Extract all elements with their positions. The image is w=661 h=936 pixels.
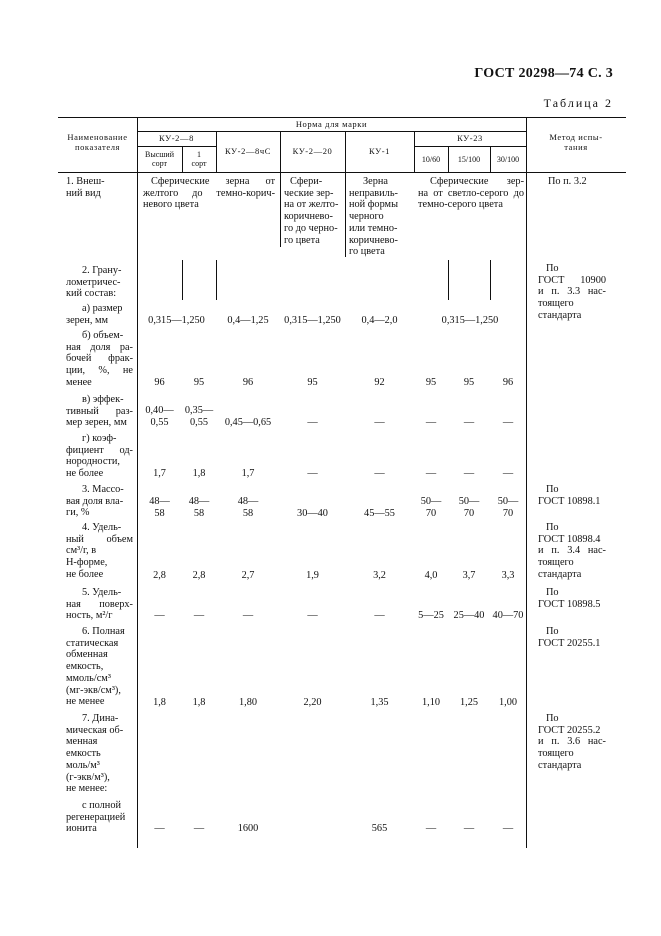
row7-sub-value: — bbox=[502, 823, 514, 834]
row3-high: 58 bbox=[154, 507, 165, 519]
body-divider bbox=[280, 172, 281, 247]
row7-sub-name: ионита bbox=[66, 823, 97, 835]
row3-name: ги, % bbox=[66, 507, 90, 519]
row1-ku28-text: желтого до темно-корич- bbox=[143, 187, 275, 199]
header-name-column: показателя bbox=[74, 141, 121, 152]
row2v-name: в) эффек- bbox=[82, 394, 124, 405]
row2v-value: — bbox=[307, 417, 318, 428]
row1-ku220-text: Сфери- bbox=[290, 176, 323, 187]
row6-name: (мг-экв/см³), bbox=[66, 684, 121, 696]
row2g-name: не более bbox=[66, 468, 104, 480]
row5-value: — bbox=[307, 610, 318, 621]
row2b-name: менее bbox=[66, 376, 92, 388]
header-name-column: Наименование bbox=[67, 132, 128, 142]
row2a-ku220: 0,315—1,250 bbox=[284, 315, 341, 326]
row4-method: По bbox=[546, 522, 559, 533]
row1-ku1-text: черного bbox=[349, 211, 384, 223]
row7-name: емкость bbox=[66, 748, 101, 760]
row4-value: 2,8 bbox=[192, 570, 206, 581]
header-ku23-10-60: 10/60 bbox=[421, 155, 441, 164]
row4-name: см³/г, в bbox=[66, 545, 97, 557]
row5-value: 25—40 bbox=[453, 610, 485, 621]
row4-value: 1,9 bbox=[306, 570, 319, 581]
row6-name: 6. Полная bbox=[82, 626, 125, 637]
row6-value: 2,20 bbox=[303, 697, 322, 708]
row2a-name: зерен, мм bbox=[66, 314, 109, 326]
row2v-high: 0,55 bbox=[150, 416, 169, 428]
page-header: ГОСТ 20298—74 С. 3 bbox=[474, 66, 613, 81]
row5-value: — bbox=[242, 610, 254, 621]
row2v-first: 0,35— bbox=[184, 405, 214, 416]
row4-name: не более bbox=[66, 568, 104, 580]
header-norm: Норма для марки bbox=[295, 119, 368, 129]
row7-name: не менее: bbox=[66, 783, 108, 795]
row2b-value: 95 bbox=[425, 377, 437, 388]
row2v-high: 0,40— bbox=[145, 405, 174, 416]
row2g-value: — bbox=[374, 468, 385, 479]
row2g-value: — bbox=[425, 468, 437, 479]
row2b-value: 96 bbox=[242, 377, 254, 388]
row2b-name: ная доля ра- bbox=[66, 341, 133, 353]
row6-name: обменная bbox=[66, 649, 108, 661]
row2g-value: 1,8 bbox=[192, 468, 206, 479]
row2a-name: а) размер bbox=[82, 303, 123, 314]
header-ku28-first: 1 bbox=[197, 150, 201, 159]
body-divider bbox=[182, 260, 183, 300]
row3-10-60: 50— bbox=[420, 496, 442, 507]
row7-method: По bbox=[546, 713, 559, 724]
row7-method: стандарта bbox=[538, 759, 582, 771]
row2g-name: фициент од- bbox=[66, 444, 133, 456]
row4-name: ный объем bbox=[66, 533, 133, 545]
row2a-ku28: 0,315—1,250 bbox=[148, 315, 205, 326]
header-ku28-first: сорт bbox=[191, 159, 207, 168]
row3-method: ГОСТ 10898.1 bbox=[538, 495, 601, 507]
row2b-value: 96 bbox=[502, 377, 514, 388]
row3-30-100: 50— bbox=[497, 496, 519, 507]
body-divider bbox=[448, 260, 449, 300]
row2v-value: — bbox=[425, 417, 437, 428]
row1-ku28-text: невого цвета bbox=[143, 199, 199, 211]
row7-sub-value: — bbox=[154, 823, 165, 834]
row1-ku1-text: го цвета bbox=[349, 246, 385, 258]
row1-ku220-text: ческие зер- bbox=[284, 187, 334, 199]
row7-sub-value: 1600 bbox=[237, 823, 259, 834]
header-ku28chs: КУ-2—8чС bbox=[224, 146, 272, 156]
row7-name: менная bbox=[66, 736, 98, 748]
header-ku23-30-100: 30/100 bbox=[496, 155, 520, 164]
header-ku220: КУ-2—20 bbox=[292, 146, 333, 156]
header-ku28: КУ-2—8 bbox=[159, 133, 194, 143]
row4-method: стандарта bbox=[538, 568, 582, 580]
row4-method: ГОСТ 10898.4 bbox=[538, 533, 601, 545]
row6-value: 1,35 bbox=[370, 697, 389, 708]
row2b-value: 95 bbox=[463, 377, 475, 388]
row2g-value: — bbox=[463, 468, 475, 479]
row1-ku1-text: неправиль- bbox=[349, 187, 398, 199]
row2g-name: нородности, bbox=[66, 456, 120, 468]
row6-method: ГОСТ 20255.1 bbox=[538, 637, 601, 649]
row2b-name: б) объем- bbox=[82, 330, 124, 341]
row1-ku23-text: Сферические зер- bbox=[430, 176, 524, 187]
row1-ku220-text: го до черно- bbox=[284, 222, 338, 234]
row7-sub-name: регенерацией bbox=[66, 811, 126, 823]
row2v-value: — bbox=[463, 417, 475, 428]
row2a-ku1: 0,4—2,0 bbox=[361, 315, 398, 326]
header-method-column: Метод испы- bbox=[549, 132, 603, 142]
row6-value: 1,00 bbox=[498, 697, 518, 708]
row4-method: и п. 3.4 нас- bbox=[538, 545, 606, 557]
row6-value: 1,8 bbox=[192, 697, 206, 708]
row5-name: 5. Удель- bbox=[82, 587, 122, 598]
header-rule-norm bbox=[137, 131, 526, 132]
row2-method: ГОСТ 10900 bbox=[538, 274, 606, 286]
table-caption: Таблица 2 bbox=[543, 96, 613, 110]
row3-name: вая доля вла- bbox=[66, 495, 124, 507]
row6-method: По bbox=[546, 626, 559, 637]
body-divider bbox=[526, 172, 527, 848]
row1-ku1-text: ной формы bbox=[349, 199, 398, 211]
header-method-column: тания bbox=[564, 141, 588, 152]
row6-value: 1,10 bbox=[421, 697, 441, 708]
row5-method: ГОСТ 10898.5 bbox=[538, 598, 601, 610]
row2-method: и п. 3.3 нас- bbox=[538, 286, 606, 298]
row7-name: (г-экв/м³), bbox=[66, 771, 110, 783]
header-ku23-15-100: 15/100 bbox=[457, 155, 481, 164]
row2b-value: 96 bbox=[154, 377, 165, 388]
table-top-rule bbox=[58, 117, 626, 118]
row6-value: 1,80 bbox=[238, 697, 258, 708]
row2b-name: бочей фрак- bbox=[66, 353, 133, 365]
header-ku23: КУ-23 bbox=[457, 133, 483, 143]
body-divider bbox=[345, 172, 346, 257]
row2v-name: тивный раз- bbox=[66, 405, 133, 417]
header-rule-groups bbox=[137, 146, 216, 147]
row1-ku220-text: го цвета bbox=[284, 234, 320, 246]
row5-value: 5—25 bbox=[418, 610, 444, 621]
row2-name: лометричес- bbox=[66, 276, 121, 288]
row7-sub-value: — bbox=[463, 823, 475, 834]
row3-15-100: 70 bbox=[463, 507, 475, 519]
row7-sub-value: — bbox=[193, 823, 205, 834]
row3-chs: 48— bbox=[237, 496, 259, 507]
row2v-value: — bbox=[502, 417, 514, 428]
row1-ku1-text: коричнево- bbox=[349, 234, 398, 246]
row2g-value: 1,7 bbox=[241, 468, 255, 479]
row5-method: По bbox=[546, 587, 559, 598]
row7-name: мическая об- bbox=[66, 724, 124, 736]
row2b-value: 92 bbox=[374, 377, 385, 388]
row3-15-100: 50— bbox=[458, 496, 480, 507]
row7-name: моль/м³ bbox=[66, 759, 100, 771]
row3-first: 48— bbox=[188, 496, 210, 507]
row2-method: По bbox=[546, 263, 559, 274]
row4-value: 3,3 bbox=[501, 570, 515, 581]
row5-value: — bbox=[154, 610, 165, 621]
row2g-value: — bbox=[502, 468, 514, 479]
row1-method: По п. 3.2 bbox=[548, 176, 587, 187]
row2v-value: 0,45—0,65 bbox=[224, 417, 272, 428]
row2b-value: 95 bbox=[193, 377, 205, 388]
row1-ku1-text: Зерна bbox=[363, 176, 388, 187]
row4-value: 2,7 bbox=[241, 570, 255, 581]
header-ku1: КУ-1 bbox=[369, 146, 390, 156]
row2a-ku28chs: 0,4—1,25 bbox=[227, 315, 269, 326]
row2g-name: г) коэф- bbox=[82, 433, 117, 444]
row4-value: 3,7 bbox=[462, 570, 476, 581]
row2v-value: — bbox=[374, 417, 385, 428]
row2a-ku23: 0,315—1,250 bbox=[441, 315, 499, 326]
row3-ku220: 30—40 bbox=[297, 508, 328, 519]
row2g-value: 1,7 bbox=[153, 468, 166, 479]
row3-30-100: 70 bbox=[502, 507, 514, 519]
row1-ku23-text: темно-серого цвета bbox=[418, 199, 504, 211]
row2-name: 2. Грану- bbox=[82, 265, 122, 276]
row3-ku1: 45—55 bbox=[364, 508, 395, 519]
body-divider bbox=[216, 260, 217, 300]
row3-first: 58 bbox=[193, 507, 205, 519]
header-bottom-rule bbox=[58, 172, 626, 173]
row5-value: 40—70 bbox=[492, 610, 524, 621]
row7-name: 7. Дина- bbox=[82, 713, 119, 724]
row3-method: По bbox=[546, 484, 559, 495]
row4-value: 3,2 bbox=[373, 570, 386, 581]
row1-ku28-text: Сферические зерна от bbox=[151, 176, 275, 187]
row2b-value: 95 bbox=[307, 377, 318, 388]
row1-ku1-text: или темно- bbox=[349, 222, 398, 234]
row3-chs: 58 bbox=[242, 507, 254, 519]
row3-10-60: 70 bbox=[425, 507, 437, 519]
row1-ku23-text: на от светло-серого до bbox=[418, 187, 524, 199]
row1-ku220-text: на от желто- bbox=[284, 199, 339, 211]
header-rule-groups bbox=[414, 146, 526, 147]
row1-name: ний вид bbox=[66, 187, 101, 199]
row6-name: статическая bbox=[66, 637, 119, 649]
row4-method: тоящего bbox=[538, 557, 574, 569]
row3-name: 3. Массо- bbox=[82, 484, 124, 495]
row7-sub-name: с полной bbox=[82, 800, 121, 811]
header-ku28-high: Высший bbox=[145, 150, 174, 159]
row6-name: не менее bbox=[66, 696, 105, 708]
row2-method: тоящего bbox=[538, 298, 574, 310]
row6-name: ммоль/см³ bbox=[66, 672, 111, 684]
row5-name: ная поверх- bbox=[66, 598, 133, 610]
row4-name: 4. Удель- bbox=[82, 522, 122, 533]
row2-method: стандарта bbox=[538, 309, 582, 321]
row5-value: — bbox=[193, 610, 205, 621]
header-ku28-high: сорт bbox=[152, 159, 167, 168]
row4-name: Н-форме, bbox=[66, 557, 108, 569]
row2-name: кий состав: bbox=[66, 288, 117, 300]
row2v-first: 0,55 bbox=[189, 416, 209, 428]
row6-name: емкость, bbox=[66, 661, 104, 673]
row4-value: 4,0 bbox=[424, 570, 438, 581]
row2g-value: — bbox=[307, 468, 318, 479]
row7-method: и п. 3.6 нас- bbox=[538, 736, 606, 748]
row6-value: 1,25 bbox=[459, 697, 479, 708]
row1-name: 1. Внеш- bbox=[66, 176, 105, 187]
row5-value: — bbox=[374, 610, 385, 621]
row5-name: ность, м²/г bbox=[66, 610, 113, 622]
row1-ku220-text: коричнево- bbox=[284, 211, 333, 223]
row2b-name: ции, %, не bbox=[66, 365, 133, 377]
row4-value: 2,8 bbox=[153, 570, 166, 581]
row7-sub-value: — bbox=[425, 823, 437, 834]
row7-method: ГОСТ 20255.2 bbox=[538, 724, 601, 736]
row7-method: тоящего bbox=[538, 748, 574, 760]
body-divider bbox=[490, 260, 491, 300]
row7-sub-value: 565 bbox=[371, 823, 388, 834]
row2v-name: мер зерен, мм bbox=[66, 417, 127, 429]
row6-value: 1,8 bbox=[153, 697, 166, 708]
row3-high: 48— bbox=[149, 496, 170, 507]
